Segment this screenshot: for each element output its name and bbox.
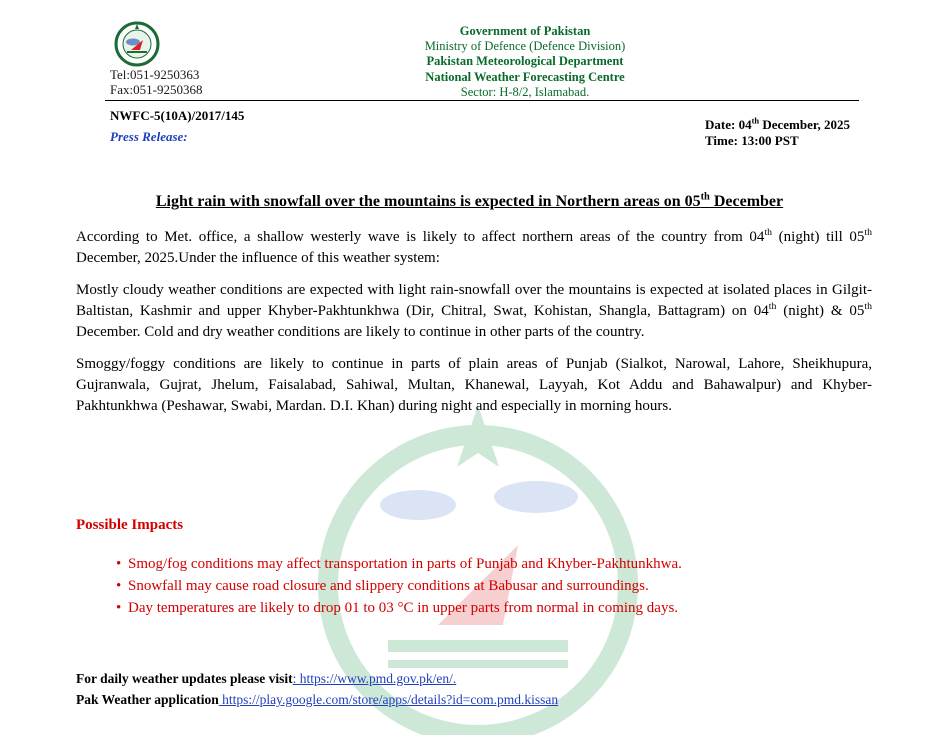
header-ministry: Ministry of Defence (Defence Division)	[424, 39, 626, 53]
paragraph-smog: Smoggy/foggy conditions are likely to continue in parts of plain areas of Punjab (Sialkot, Narowal, Lahore, Sheikhupura, Gujranwala, Gujrat, Jhelum, Faisalabad, Sahiwal, Multan, Khanewal, Layyah, Kot Addu and Bahawalpur) and Khyber-Pakhtunkhwa (Peshawar, Swabi, Mardan. D.I. Khan) during night and especially in morning hours.	[76, 356, 872, 414]
impacts-heading: Possible Impacts	[76, 517, 184, 533]
pmd-emblem-icon	[113, 20, 161, 68]
impact-item: • Smog/fog conditions may affect transportation in parts of Punjab and Khyber-Pakhtunkhwa.	[76, 553, 876, 575]
release-date: Date: 04th December, 2025	[705, 115, 850, 132]
bullet-icon: •	[116, 556, 122, 572]
header-divider	[105, 100, 859, 101]
header-address: Sector: H-8/2, Islamabad.	[460, 85, 590, 99]
release-time: Time: 13:00 PST	[705, 133, 799, 148]
telephone: Tel:051-9250363	[110, 67, 200, 82]
reference-number: NWFC-5(10A)/2017/145	[110, 108, 245, 123]
fax: Fax:051-9250368	[110, 82, 203, 97]
bullet-icon: •	[116, 600, 122, 616]
headline: Light rain with snowfall over the mountains is expected in Northern areas on 05th December	[155, 191, 784, 210]
play-store-link[interactable]: https://play.google.com/store/apps/details?id=com.pmd.kissan	[218, 692, 559, 707]
footer-updates: For daily weather updates please visit: https://www.pmd.gov.pk/en/.	[76, 671, 457, 686]
pmd-website-link[interactable]: : https://www.pmd.gov.pk/en/.	[292, 671, 457, 686]
paragraph-forecast: Mostly cloudy weather conditions are expected with light rain-snowfall over the mountains is expected at isolated places in Gilgit-Baltistan, Kashmir and upper Khyber-Pakhtunkhwa (Dir, Chitral, Swat, Kohistan, Shangla, Battagram) on 04th (night) & 05th December. Cold and dry weather conditions are likely to continue in other parts of the country.	[76, 282, 872, 340]
impact-item: • Snowfall may cause road closure and slippery conditions at Babusar and surroundings.	[76, 575, 876, 597]
bullet-icon: •	[116, 578, 122, 594]
impacts-list	[76, 553, 876, 619]
header-department: Pakistan Meteorological Department	[426, 54, 624, 68]
paragraph-intro: According to Met. office, a shallow westerly wave is likely to affect northern areas of the country from 04th (night) till 05th December, 2025.Under the influence of this weather system:	[76, 227, 872, 266]
impact-item: • Day temperatures are likely to drop 01 to 03 °C in upper parts from normal in coming days.	[76, 597, 876, 619]
header-government: Government of Pakistan	[459, 24, 591, 38]
header-centre: National Weather Forecasting Centre	[425, 70, 625, 84]
footer-app: Pak Weather application https://play.google.com/store/apps/details?id=com.pmd.kissan	[76, 692, 559, 707]
press-release-label: Press Release:	[110, 129, 188, 144]
